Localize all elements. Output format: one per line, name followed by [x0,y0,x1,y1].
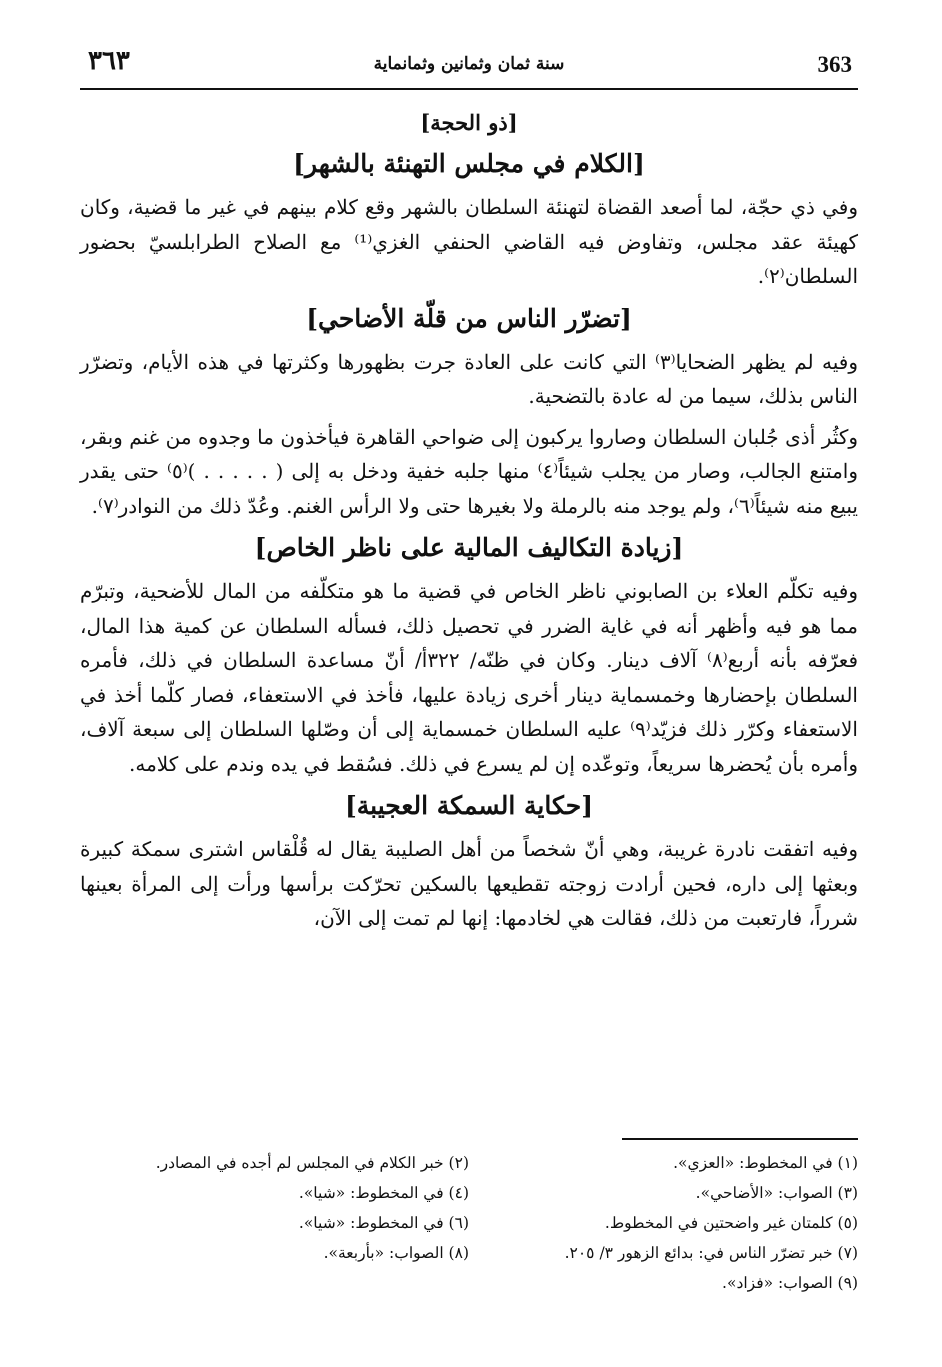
paragraph: وفيه تكلّم العلاء بن الصابوني ناظر الخاص في قضية ما هو متكلّفه من المال للأضحية، وتبرّم مما هو فيه وأظهر أنه في غاية الضرر في تحصيل ذلك، فسأله السلطان عن كمية هذا المال، فعرّفه بأنه أربع⁽٨⁾ آلاف دينار. وكان في ظنّه/ ٣٢٢أ/ أنّ مساعدة السلطان في ذلك، فأمره السلطان بإحضارها وخمسماية دينار أخرى زيادة عليها، فأخذ في الاستعفاء، فصار كلّما أخذ في الاستعفاء وكرّر ذلك فزيّد⁽٩⁾ عليه السلطان خمسماية إلى أن وصّلها السلطان إلى سبعة آلاف، وأمره بأن يُحضرها سريعاً، وتوعّده إن لم يسرع في ذلك. فسُقط في يده وندم على كلامه. [80,579,859,776]
section-title: [حكاية السمكة العجيبة] [344,791,594,820]
footnotes [80,1148,858,1298]
footnote-row [80,1148,858,1178]
footnote-divider [622,1138,858,1140]
section-title: [الكلام في مجلس التهنئة بالشهر] [293,149,645,178]
paragraph: وفيه اتفقت نادرة غريبة، وهي أنّ شخصاً من أهل الصليبة يقال له قُلْقاس اشترى سمكة كبيرة وبعثها إلى داره، فحين أرادت زوجته تقطيعها بالسكين تحرّكت برأسها ورأت إلى المرأة بعينها شرراً، فارتعبت من ذلك، فقالت هي لخادمها: إنها لم تمت إلى الآن، [80,837,858,930]
running-title: سنة ثمان وثمانين وثمانماية [373,54,565,74]
main-text [80,102,858,942]
footnote: (٥) كلمتان غير واضحتين في المخطوط. [604,1214,858,1232]
section-title: [زيادة التكاليف المالية على ناظر الخاص] [254,533,684,562]
footnote: (٣) الصواب: «الأضاحي». [695,1184,858,1202]
page-number-latin: 363 [817,52,852,77]
footnote: (٤) في المخطوط: «شيا». [298,1184,469,1202]
footnote-row [80,1238,858,1268]
page-header [80,40,858,90]
paragraph: وكثُر أذى جُلبان السلطان وصاروا يركبون إلى ضواحي القاهرة فيأخذون ما وجدوه من غنم وبقر، وامتنع الجالب، وصار من يجلب شيئاً⁽٤⁾ منها جلبه خفية ودخل به إلى ( . . . . . )⁽٥⁾ حتى يقدر يبيع منه شيئاً⁽٦⁾، ولم يوجد منه بالرملة ولا بغيرها حتى ولا الرأس الغنم. وعُدّ ذلك من النوادر⁽٧⁾. [80,424,858,518]
footnote: (٨) الصواب: «بأربعة». [323,1244,469,1262]
footnote-row [80,1178,858,1208]
footnote: (٩) الصواب: «فزاد». [722,1274,858,1292]
paragraph: وفي ذي حجّة، لما أصعد القضاة لتهنئة السلطان بالشهر وقع كلام بينهم في غير ما قضية، وكان كهيئة عقد مجلس، وتفاوض فيه القاضي الحنفي الغزي⁽¹⁾ مع الصلاح الطرابلسيّ بحضور السلطان⁽٢⁾. [80,195,858,288]
footnote: (٦) في المخطوط: «شيا». [298,1214,469,1232]
footnote-row [80,1268,858,1298]
footnote [80,1268,469,1298]
section-title: [تضرّر الناس من قلّة الأضاحي] [306,303,632,333]
page-number-arabic: ٣٦٣ [88,46,130,76]
month-heading: [ذو الحجة] [420,110,518,135]
footnote-row [80,1208,858,1238]
footnote: (١) في المخطوط: «العزي». [673,1154,858,1172]
footnote: (٧) خبر تضرّر الناس في: بدائع الزهور ٣/ ٢٠٥. [564,1244,858,1262]
footnote: (٢) خبر الكلام في المجلس لم أجده في المصادر. [155,1154,469,1172]
paragraph: وفيه لم يظهر الضحايا⁽٣⁾ التي كانت على العادة جرت بظهورها وكثرتها في هذه الأيام، وتضرّر الناس بذلك، سيما من له عادة بالتضحية. [80,349,858,408]
